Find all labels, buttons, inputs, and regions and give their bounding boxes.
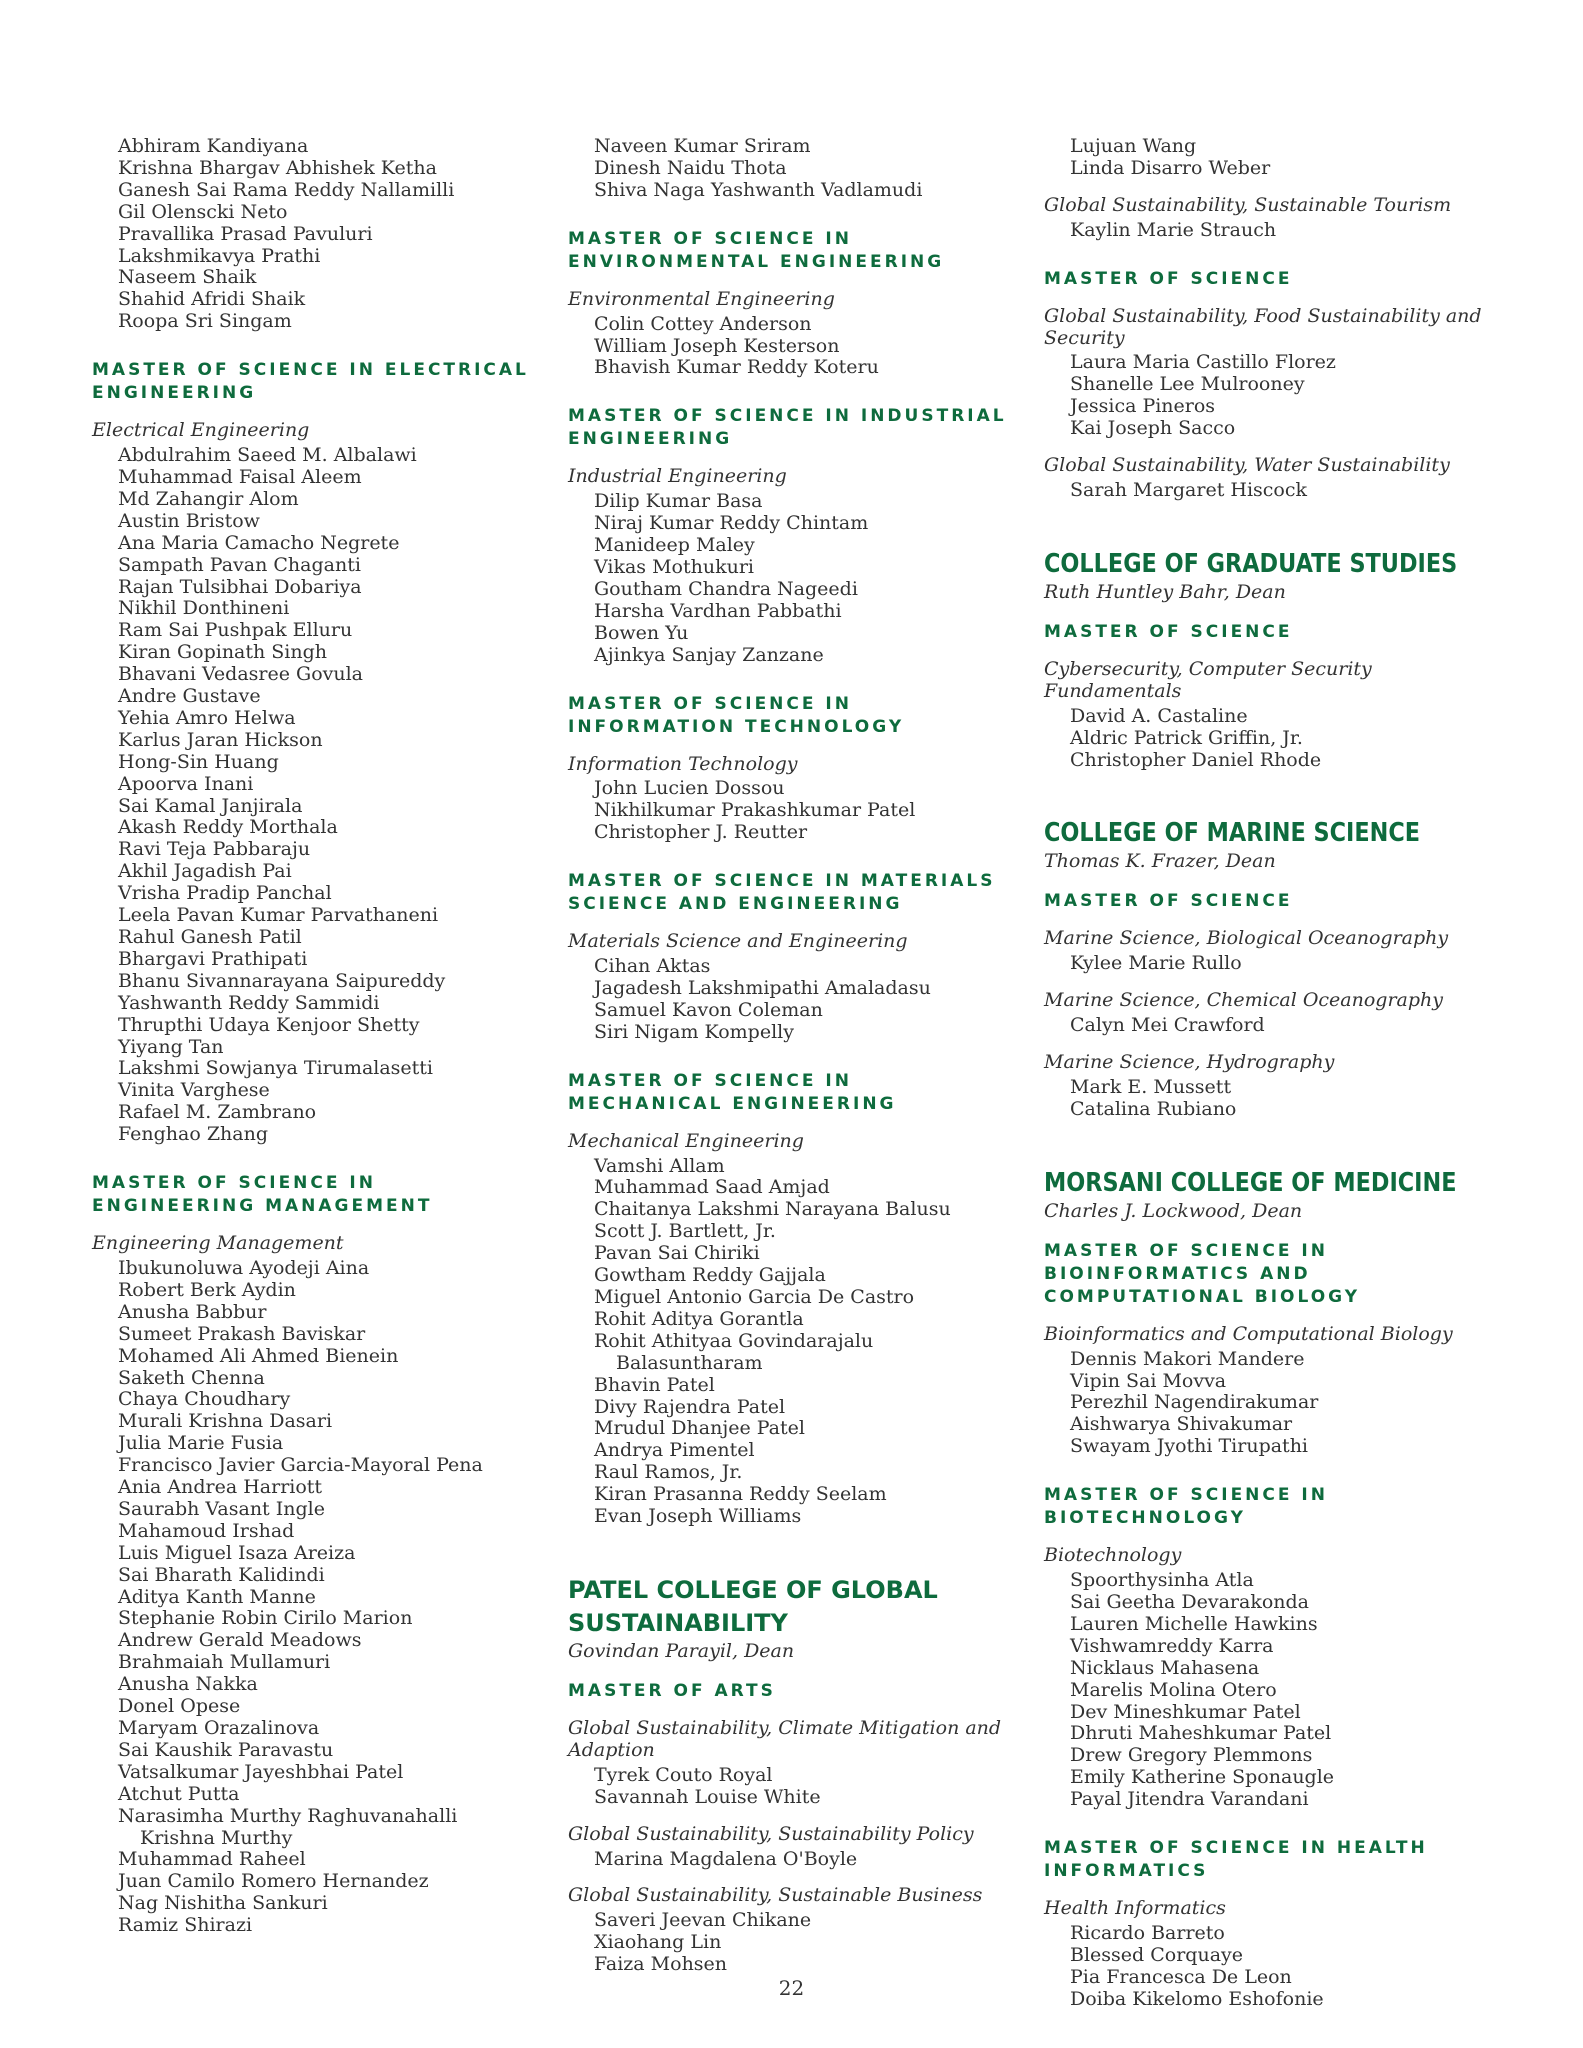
program-heading: MASTER OF SCIENCE — [1044, 621, 1293, 642]
graduate-name: Vishwamreddy Karra — [1070, 1634, 1274, 1657]
graduate-name: Lujuan Wang — [1070, 135, 1197, 157]
graduate-name: Narasimha Murthy Raghuvanahalli Krishna Murthy — [118, 1804, 458, 1849]
concentration-label: Marine Science, Hydrography — [1044, 1051, 1335, 1074]
graduate-name: Laura Maria Castillo Florez — [1070, 351, 1336, 374]
graduate-name: Muhammad Raheel — [118, 1848, 306, 1871]
graduate-name: Vipin Sai Movva — [1070, 1369, 1227, 1392]
graduate-name: Nikhilkumar Prakashkumar Patel — [594, 799, 916, 822]
concentration-label: Health Informatics — [1044, 1897, 1226, 1920]
graduate-name: Bhavin Patel — [594, 1373, 715, 1396]
graduate-name: Brahmaiah Mullamuri — [118, 1651, 331, 1674]
graduate-name: Dennis Makori Mandere — [1070, 1347, 1305, 1370]
graduate-name: John Lucien Dossou — [594, 777, 785, 800]
graduate-name: Catalina Rubiano — [1070, 1097, 1237, 1120]
program-section — [92, 359, 532, 1146]
graduate-name: Rafael M. Zambrano — [118, 1101, 317, 1124]
program-section — [92, 1172, 532, 1937]
graduate-name: Calyn Mei Crawford — [1070, 1014, 1265, 1037]
graduate-name: Sampath Pavan Chaganti — [118, 553, 361, 576]
graduate-name: Lakshmikavya Prathi — [118, 244, 321, 267]
program-heading: MASTER OF SCIENCE IN INDUSTRIAL ENGINEERING — [568, 406, 1007, 450]
graduate-name: Shanelle Lee Mulrooney — [1070, 373, 1305, 396]
graduate-name: Lakshmi Sowjanya Tirumalasetti — [118, 1057, 434, 1080]
graduate-name: Dev Mineshkumar Patel — [1070, 1700, 1301, 1723]
graduate-name: Mark E. Mussett — [1070, 1075, 1232, 1098]
graduate-name: Scott J. Bartlett, Jr. — [594, 1220, 776, 1243]
graduate-name: Raul Ramos, Jr. — [594, 1461, 743, 1484]
graduate-name: Kiran Prasanna Reddy Seelam — [594, 1483, 887, 1506]
page-number: 22 — [778, 1976, 805, 2000]
graduate-name: Sai Bharath Kalidindi — [118, 1563, 325, 1586]
graduate-name: Andrya Pimentel — [594, 1439, 755, 1462]
graduate-name: Payal Jitendra Varandani — [1070, 1788, 1309, 1811]
name-list — [568, 314, 1008, 380]
program-section — [1044, 136, 1484, 242]
program-section — [568, 405, 1008, 666]
graduate-name: Aldric Patrick Griffin, Jr. — [1070, 726, 1303, 749]
graduate-name: Naveen Kumar Sriram — [594, 135, 811, 157]
concentration-label: Global Sustainability, Water Sustainability — [1044, 454, 1450, 477]
graduate-name: Rajan Tulsibhai Dobariya — [118, 575, 362, 598]
column-middle — [568, 136, 1008, 1976]
graduate-name: Dinesh Naidu Thota — [594, 156, 787, 179]
graduate-name: Nicklaus Mahasena — [1070, 1656, 1260, 1679]
program-heading: MASTER OF SCIENCE IN ENVIRONMENTAL ENGINEERING — [568, 228, 945, 272]
graduate-name: Luis Miguel Isaza Areiza — [118, 1541, 356, 1564]
graduate-name: Anusha Babbur — [118, 1300, 267, 1323]
program-heading: MASTER OF SCIENCE IN MATERIALS SCIENCE AND ENGINEERING — [568, 871, 996, 915]
graduate-name: Ganesh Sai Rama Reddy Nallamilli — [118, 178, 455, 201]
concentration-label: Materials Science and Engineering — [568, 930, 908, 953]
program-heading: MASTER OF SCIENCE IN INFORMATION TECHNOLOGY — [568, 693, 905, 737]
college-title: PATEL COLLEGE OF GLOBAL SUSTAINABILITY — [568, 1575, 938, 1637]
graduate-name: Yehia Amro Helwa — [118, 706, 296, 729]
graduate-name: Ricardo Barreto — [1070, 1921, 1225, 1944]
graduate-name: Sai Kaushik Paravastu — [118, 1738, 334, 1761]
program-heading: MASTER OF SCIENCE IN BIOTECHNOLOGY — [1044, 1485, 1328, 1529]
name-list — [568, 956, 1008, 1044]
name-list — [1044, 136, 1484, 180]
graduate-name: Nag Nishitha Sankuri — [118, 1892, 328, 1915]
graduate-name: Atchut Putta — [118, 1782, 240, 1805]
program-section — [92, 136, 532, 333]
program-section — [568, 1070, 1008, 1528]
name-list — [568, 136, 1008, 202]
graduate-name: Tyrek Couto Royal — [594, 1763, 773, 1786]
graduate-name: Marelis Molina Otero — [1070, 1678, 1277, 1701]
graduate-name: Pavan Sai Chiriki — [594, 1242, 760, 1265]
program-section — [568, 870, 1008, 1044]
concentration-label: Global Sustainability, Climate Mitigation and Adaption — [568, 1716, 1002, 1761]
program-section — [568, 228, 1008, 380]
graduate-name: Bhargavi Prathipati — [118, 947, 308, 970]
program-heading: MASTER OF SCIENCE — [1044, 268, 1293, 289]
graduate-name: Xiaohang Lin — [594, 1931, 722, 1954]
graduate-name: Niraj Kumar Reddy Chintam — [594, 512, 869, 535]
college-title: MORSANI COLLEGE OF MEDICINE — [1044, 1167, 1457, 1198]
concentration-label: Marine Science, Biological Oceanography — [1044, 927, 1449, 950]
concentration-label: Industrial Engineering — [568, 465, 787, 488]
graduate-name: Perezhil Nagendirakumar — [1070, 1391, 1319, 1414]
column-right — [1044, 136, 1484, 2011]
graduate-name: Colin Cottey Anderson — [594, 312, 812, 335]
program-heading: MASTER OF SCIENCE — [1044, 891, 1293, 912]
name-list — [92, 445, 532, 1146]
graduate-name: Mahamoud Irshad — [118, 1519, 295, 1542]
graduate-name: Saveri Jeevan Chikane — [594, 1909, 812, 1932]
concentration-label: Engineering Management — [92, 1232, 344, 1255]
graduate-name: Yashwanth Reddy Sammidi — [118, 991, 380, 1014]
name-list — [1044, 480, 1484, 502]
program-heading: MASTER OF ARTS — [568, 1680, 776, 1701]
graduate-name: Dilip Kumar Basa — [594, 490, 763, 513]
graduate-name: Ana Maria Camacho Negrete — [118, 531, 400, 554]
graduate-name: Manideep Maley — [594, 534, 755, 557]
graduate-name: Donel Opese — [118, 1695, 241, 1718]
college-title: COLLEGE OF MARINE SCIENCE — [1044, 818, 1421, 849]
program-section — [568, 136, 1008, 202]
name-list — [92, 1258, 532, 1937]
graduate-name: Drew Gregory Plemmons — [1070, 1744, 1313, 1767]
graduate-name: David A. Castaline — [1070, 704, 1248, 727]
graduate-name: Karlus Jaran Hickson — [118, 728, 323, 751]
graduate-name: Sai Kamal Janjirala — [118, 794, 303, 817]
program-section — [568, 693, 1008, 845]
concentration-label: Biotechnology — [1044, 1544, 1182, 1567]
name-list — [1044, 220, 1484, 242]
graduate-name: Faiza Mohsen — [594, 1953, 728, 1976]
graduate-name: Roopa Sri Singam — [118, 310, 292, 333]
graduate-name: Spoorthysinha Atla — [1070, 1569, 1254, 1592]
graduate-name: Pia Francesca De Leon — [1070, 1965, 1292, 1988]
graduate-name: Sarah Margaret Hiscock — [1070, 478, 1308, 501]
graduate-name: Kaylin Marie Strauch — [1070, 218, 1277, 241]
graduate-name: William Joseph Kesterson — [594, 334, 840, 357]
graduate-name: Md Zahangir Alom — [118, 487, 299, 510]
graduate-name: Linda Disarro Weber — [1070, 156, 1271, 179]
graduate-name: Goutham Chandra Nageedi — [594, 577, 858, 600]
graduate-name: Aditya Kanth Manne — [118, 1585, 316, 1608]
dean-name: Charles J. Lockwood, Dean — [1044, 1199, 1303, 1222]
graduate-name: Bhavani Vedasree Govula — [118, 663, 364, 686]
graduate-name: Stephanie Robin Cirilo Marion — [118, 1607, 413, 1630]
graduate-name: Abhiram Kandiyana — [118, 135, 309, 157]
graduate-name: Samuel Kavon Coleman — [594, 998, 823, 1021]
graduate-name: Miguel Antonio Garcia De Castro — [594, 1286, 915, 1308]
graduate-name: Ajinkya Sanjay Zanzane — [594, 643, 824, 666]
concentration-label: Global Sustainability, Sustainability Policy — [568, 1822, 974, 1845]
graduate-name: Jessica Pineros — [1070, 395, 1216, 418]
graduate-name: Austin Bristow — [118, 509, 260, 532]
graduate-name: Vinita Varghese — [118, 1079, 270, 1102]
program-section — [1044, 268, 1484, 502]
name-list — [1044, 1570, 1484, 1811]
name-list — [1044, 1349, 1484, 1459]
dean-name: Govindan Parayil, Dean — [568, 1639, 795, 1662]
graduate-name: Abdulrahim Saeed M. Albalawi — [118, 444, 417, 467]
graduate-name: Juan Camilo Romero Hernandez — [118, 1870, 429, 1893]
graduate-name: Kylee Marie Rullo — [1070, 952, 1242, 975]
graduate-name: Gil Olenscki Neto — [118, 200, 288, 223]
graduate-name: Maryam Orazalinova — [118, 1717, 320, 1739]
graduate-name: Vrisha Pradip Panchal — [118, 882, 332, 905]
graduate-name: Krishna Bhargav Abhishek Ketha — [118, 156, 437, 179]
graduate-name: Kiran Gopinath Singh — [118, 641, 328, 664]
graduate-name: Ram Sai Pushpak Elluru — [118, 619, 353, 642]
name-list — [1044, 1077, 1484, 1121]
concentration-label: Global Sustainability, Food Sustainability and Security — [1044, 304, 1482, 349]
graduate-name: Muhammad Faisal Aleem — [118, 465, 362, 488]
concentration-label: Cybersecurity, Computer Security Fundamentals — [1044, 657, 1372, 702]
graduate-name: Thrupthi Udaya Kenjoor Shetty — [118, 1013, 420, 1036]
graduate-name: Ania Andrea Harriott — [118, 1476, 323, 1499]
concentration-label: Environmental Engineering — [568, 287, 835, 310]
name-list — [568, 778, 1008, 844]
graduate-name: Bhavish Kumar Reddy Koteru — [594, 356, 879, 379]
name-list — [1044, 953, 1484, 975]
college-section — [568, 1574, 1008, 1976]
graduate-name: Naseem Shaik — [118, 266, 257, 289]
college-section — [1044, 817, 1484, 1120]
graduate-name: Emily Katherine Sponaugle — [1070, 1766, 1335, 1789]
concentration-label: Bioinformatics and Computational Biology — [1044, 1322, 1453, 1345]
graduate-name: Shahid Afridi Shaik — [118, 288, 306, 311]
graduate-name: Swayam Jyothi Tirupathi — [1070, 1435, 1309, 1458]
graduate-name: Bowen Yu — [594, 621, 689, 644]
graduate-name: Rahul Ganesh Patil — [118, 926, 302, 948]
graduate-name: Siri Nigam Kompelly — [594, 1020, 794, 1043]
graduate-name: Blessed Corquaye — [1070, 1943, 1243, 1966]
college-title: COLLEGE OF GRADUATE STUDIES — [1044, 548, 1458, 579]
graduate-name: Chaya Choudhary — [118, 1388, 291, 1411]
graduate-name: Murali Krishna Dasari — [118, 1410, 333, 1433]
name-list — [1044, 706, 1484, 772]
graduate-name: Vamshi Allam — [594, 1154, 725, 1177]
name-list — [1044, 1015, 1484, 1037]
graduate-name: Dhruti Maheshkumar Patel — [1070, 1722, 1332, 1745]
graduate-name: Apoorva Inani — [118, 772, 254, 795]
graduate-name: Hong-Sin Huang — [118, 750, 279, 773]
name-list — [568, 1849, 1008, 1871]
name-list — [568, 1156, 1008, 1528]
college-section — [1044, 548, 1484, 772]
graduate-name: Cihan Aktas — [594, 955, 711, 978]
graduate-name: Aishwarya Shivakumar — [1070, 1413, 1293, 1436]
graduate-name: Muhammad Saad Amjad — [594, 1176, 830, 1199]
graduate-name: Mrudul Dhanjee Patel — [594, 1417, 805, 1440]
graduate-name: Chaitanya Lakshmi Narayana Balusu — [594, 1198, 951, 1221]
graduate-name: Yiyang Tan — [118, 1035, 224, 1058]
graduate-name: Andrew Gerald Meadows — [118, 1629, 362, 1652]
graduate-name: Kai Joseph Sacco — [1070, 417, 1236, 440]
graduate-name: Ibukunoluwa Ayodeji Aina — [118, 1256, 370, 1279]
concentration-label: Electrical Engineering — [92, 419, 310, 442]
name-list — [92, 136, 532, 333]
program-heading: MASTER OF SCIENCE IN BIOINFORMATICS AND COMPUTATIONAL BIOLOGY — [1044, 1240, 1361, 1307]
graduate-name: Francisco Javier Garcia-Mayoral Pena — [118, 1454, 483, 1477]
program-heading: MASTER OF SCIENCE IN ELECTRICAL ENGINEERING — [92, 360, 529, 404]
program-section — [1044, 1484, 1484, 1811]
graduate-name: Akash Reddy Morthala — [118, 816, 338, 839]
program-heading: MASTER OF SCIENCE IN MECHANICAL ENGINEERING — [568, 1070, 897, 1114]
graduate-name: Evan Joseph Williams — [594, 1505, 802, 1528]
concentration-label: Marine Science, Chemical Oceanography — [1044, 989, 1444, 1012]
graduate-name: Divy Rajendra Patel — [594, 1395, 786, 1418]
graduate-name: Robert Berk Aydin — [118, 1278, 296, 1301]
graduate-name: Doiba Kikelomo Eshofonie — [1070, 1987, 1324, 2010]
graduate-name: Christopher J. Reutter — [594, 821, 808, 844]
graduate-name: Akhil Jagadish Pai — [118, 860, 292, 883]
graduate-name: Jagadesh Lakshmipathi Amaladasu — [594, 976, 931, 999]
graduate-name: Saketh Chenna — [118, 1366, 265, 1389]
graduate-name: Pravallika Prasad Pavuluri — [118, 222, 373, 245]
name-list — [1044, 352, 1484, 440]
graduate-name: Vikas Mothukuri — [594, 555, 755, 578]
graduate-name: Anusha Nakka — [118, 1673, 258, 1696]
graduate-name: Ramiz Shirazi — [118, 1914, 253, 1937]
graduate-name: Andre Gustave — [118, 685, 261, 708]
name-list — [568, 1765, 1008, 1809]
graduate-name: Sai Geetha Devarakonda — [1070, 1591, 1309, 1613]
graduate-name: Saurabh Vasant Ingle — [118, 1497, 325, 1520]
graduate-name: Savannah Louise White — [594, 1785, 821, 1808]
graduate-name: Christopher Daniel Rhode — [1070, 748, 1322, 771]
graduate-name: Rohit Athityaa Govindarajalu Balasuntharam — [594, 1329, 874, 1374]
name-list — [568, 491, 1008, 666]
graduate-name: Vatsalkumar Jayeshbhai Patel — [118, 1760, 404, 1783]
dean-name: Ruth Huntley Bahr, Dean — [1044, 580, 1286, 603]
graduate-name: Fenghao Zhang — [118, 1123, 268, 1146]
column-left — [92, 136, 532, 1937]
concentration-label: Mechanical Engineering — [568, 1129, 804, 1152]
college-section — [1044, 1167, 1484, 1458]
dean-name: Thomas K. Frazer, Dean — [1044, 850, 1276, 873]
graduate-name: Gowtham Reddy Gajjala — [594, 1264, 826, 1287]
graduate-name: Rohit Aditya Gorantla — [594, 1307, 804, 1330]
graduate-name: Sumeet Prakash Baviskar — [118, 1322, 366, 1345]
graduate-name: Mohamed Ali Ahmed Bienein — [118, 1344, 399, 1367]
name-list — [568, 1910, 1008, 1976]
concentration-label: Information Technology — [568, 752, 798, 775]
graduate-name: Lauren Michelle Hawkins — [1070, 1612, 1318, 1635]
program-heading: MASTER OF SCIENCE IN HEALTH INFORMATICS — [1044, 1838, 1428, 1882]
graduate-name: Shiva Naga Yashwanth Vadlamudi — [594, 178, 923, 201]
graduate-name: Julia Marie Fusia — [118, 1432, 284, 1455]
graduate-name: Nikhil Donthineni — [118, 597, 290, 620]
graduate-name: Leela Pavan Kumar Parvathaneni — [118, 904, 439, 927]
program-heading: MASTER OF SCIENCE IN ENGINEERING MANAGEMENT — [92, 1173, 433, 1217]
concentration-label: Global Sustainability, Sustainable Tourism — [1044, 193, 1452, 216]
graduate-name: Bhanu Sivannarayana Saipureddy — [118, 969, 446, 992]
graduate-name: Marina Magdalena O'Boyle — [594, 1847, 858, 1870]
concentration-label: Global Sustainability, Sustainable Business — [568, 1884, 983, 1907]
graduate-name: Ravi Teja Pabbaraju — [118, 838, 311, 861]
graduate-name: Harsha Vardhan Pabbathi — [594, 599, 842, 622]
